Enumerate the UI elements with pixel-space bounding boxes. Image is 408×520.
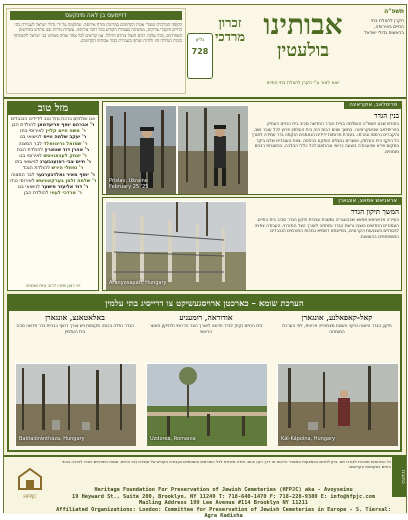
footer	[4, 455, 406, 520]
donor-name: ר' יעקב שלמה ווייס	[43, 135, 87, 141]
hungary-article	[102, 197, 402, 291]
issue-number: 728	[191, 47, 209, 56]
title-line-2: בולעטין	[276, 40, 330, 61]
donor-name: ר' אברהם יוסף פריעדמאן	[37, 123, 95, 128]
hungary-location-tag: אראניאש אפאצ, אונגארן	[333, 197, 402, 205]
mazel-tov-lead: אנו שולחים ברכת מזל טוב לידידינו הנכבדים	[10, 117, 96, 122]
assessment-item-title: באלאטאנצ, אונגארן	[45, 313, 105, 322]
donor-name: ר' משה חיים קליין	[45, 129, 86, 135]
assessment-photo-uzdorea	[146, 363, 266, 445]
donor-list	[8, 123, 98, 197]
donor-note: להולדת הבן	[24, 191, 49, 197]
assessment-photo-baktal-image	[16, 364, 136, 446]
masthead-tagline: יוצא לאור ע"י הקרן להצלת בתי החיים	[266, 81, 340, 86]
logo-text: HFPJC	[23, 495, 37, 500]
donor-entry	[8, 191, 98, 197]
assessment-item-text: הגדר נפלה בכמה מקומות ויש צורך דחוף בבניית גדר חדשה סביב בית העלמין	[16, 324, 134, 335]
assessment-item-title: אודוראה, רומעניע	[179, 313, 233, 322]
ukraine-photo-date: February 25 '25	[109, 184, 149, 190]
donor-name: ר' שמואל גרינוואלד	[43, 141, 88, 147]
donor-name: ר' יצחק לעבאוויטש	[43, 154, 87, 160]
ukraine-photo-2	[177, 105, 247, 193]
masthead-subtitle: זכרון מרדכי	[214, 16, 246, 45]
intro-text: הקופה המרכזית שומרי אבות הקדושים במדינות מזרח אירופה, שהוקמה על ידי גדולי ישראל לשמירת בתי החיים והקברי צדיקים, ממשיכה בעבודת הקודש בכל רחבי אירופה. עשרות גדרות נבנו מחדש בחודשים האחרונים, ובתי עלמין רבים הוצלו מהרס וחילול. אנו קוראים לכל אחד ואחת מאחינו בני ישראל להשתתף בזכות הגדולה הזו ולהיות שותף בשמירת כבוד אבותינו הקדושים.	[13, 22, 182, 44]
assessment-heading: הערכת שומא – כארכטן ארויסגעשיקט צו דרייסיג בתי עלמין	[9, 296, 400, 311]
hungary-article-text: בעיירה אראניאש אפאצ שבהונגריה נמשכת עבודת תיקון הגדר סביב בית החיים. העמודים החדשים הוצבו ורשת הגדר נמתחה לאורך הצד המזרחי. העבודה צפויה להסתיים בשבועות הקרובים, בסייעתא דשמיא ובזכות התורמים הנכבדים המשתתפים בהוצאות.	[254, 218, 399, 240]
assessment-photo-uzdorea-image	[147, 364, 267, 446]
donor-note: להולדת הבן	[11, 123, 36, 128]
assessment-item-uzdorea	[144, 313, 268, 449]
hfpjc-logo-icon	[15, 467, 45, 491]
ukraine-photo-place: Prislav, Ukraine	[109, 178, 148, 184]
intro-box	[6, 8, 186, 94]
donor-note: לאירוסי נכדו	[9, 178, 35, 184]
donor-name: ר' שלמה זלמן בערקאוויטש	[36, 178, 97, 184]
donor-name: ר' אהרן דוד שווארץ	[44, 147, 90, 153]
footer-line-3: Mailing Address 199 Lee Avenue #114 Brooklyn NY 11211	[138, 500, 309, 507]
masthead	[4, 5, 406, 99]
donor-note: להולדת הנכד	[22, 166, 50, 172]
donor-name: ר' מרדכי לעווי	[50, 191, 82, 197]
hfpjc-logo	[8, 467, 52, 505]
donor-name: ר' יוסף מאיר גאלדבערגער	[36, 172, 95, 178]
footer-line-2: 19 Heyward St., Suite 200, Brooklyn, NY 11249 T: 718-640-1470 F: 718-228-9380 E: info@hfpjc.com	[72, 493, 375, 500]
assessment-caption-uzdorea: Uzdorea, Romania	[150, 436, 196, 442]
mazel-tov-footer: יהי רצון שיזכו לרוב נחת ושמחה	[25, 283, 81, 288]
donor-note: לנישואי בנו	[19, 135, 42, 141]
donor-name: ר' נפתלי הירש	[51, 166, 84, 172]
assessment-item-baktal	[13, 313, 137, 449]
footer-english	[56, 487, 391, 520]
donor-note: לאירוסי בתו	[20, 129, 45, 135]
assessment-item-text: תיקון הגדר הישנה וניקוי השטח מצמחייה פראית, לפי הערכת המומחה	[282, 324, 392, 335]
assessment-section	[7, 294, 402, 452]
ukraine-article-text: בחודש שבט תשפ"ה הושלמה בניית הגדר החדשה סביב בית החיים העתיק בפריסלאב שבאוקראינה. במשך שנים רבות היה בית העלמין פרוץ לכל עובר ושב, והקברים נרמסו ונהרסו. בעזרת תרומות ידידינו הנאמנים הוקמה גדר עמידה לאורך כל היקף בית העלמין, ושערים ננעלים הותקנו בכניסה. צוות העובדים שלנו ביקר במקום ווידא שהעבודה בוצעה כראוי ובהתאם לכל כללי ההלכה, בהשגחת רבנים מומחים.	[251, 122, 399, 155]
footer-band: כתובת	[392, 457, 406, 497]
donor-note: לנישואי בנו	[17, 185, 40, 191]
ukraine-article-title: בנין הגדר	[374, 111, 399, 120]
issue-label: גליון	[195, 37, 205, 43]
donor-name: ר' חיים צבי ראזענבערג	[39, 160, 92, 166]
donor-note: לבר המצוה	[18, 141, 42, 147]
donor-note: להולדת הבת	[16, 147, 44, 153]
ukraine-location-tag: פריסלאב, אוקראינה	[344, 101, 402, 109]
hungary-photo	[105, 201, 245, 289]
issue-badge	[187, 33, 213, 79]
title-line-1: אבותינו	[263, 8, 343, 41]
masthead-title	[248, 9, 358, 61]
footer-hebrew-text: כל התרומות מוכרות לצורכי מס. ניתן לתרום באמצעות המשרד הראשי או דרך הקו החם. תודה מיוחדת לכל התורמים והשותפים בעבודת הקודש של שמירת בתי החיים. שמות התורמים יוזכרו לברכה בבתי החיים במקומות הקדושים.	[62, 459, 391, 469]
donor-name: ר' דוד אליעזר פישער	[41, 185, 89, 191]
assessment-photo-kal	[277, 363, 397, 445]
ukraine-article	[102, 101, 402, 195]
mazel-tov-column	[7, 101, 99, 291]
ukraine-photo-caption	[109, 178, 148, 190]
hungary-photo-image	[106, 202, 246, 290]
org-info	[360, 9, 404, 89]
bulletin-page	[3, 4, 407, 520]
mazel-tov-heading: מזל טוב	[8, 102, 98, 115]
org-text: הקרן להצלת בתי החיים באירופה, בראשות גדולי ישראל	[364, 19, 404, 36]
intro-header: דזיימעס בן לאה מינקעס	[10, 11, 182, 20]
ukraine-photo-2-image	[178, 106, 248, 194]
ukraine-photo-1	[105, 105, 175, 193]
assessment-caption-kal: Kál-Kápolna, Hungary	[281, 436, 336, 442]
hungary-article-title: המשך תיקון הגדר	[350, 207, 399, 216]
org-year: תשפ"ה	[384, 8, 404, 15]
assessment-item-title: קאל-קאפאלנע, אונגארן	[301, 313, 373, 322]
assessment-item-kal	[275, 313, 399, 449]
assessment-caption-baktal: Baktalórántháza, Hungary	[19, 436, 85, 442]
footer-line-4: Affiliated Organizations: London: Committee for Preservation of Jewish Cemeteries in Europe - S. Tiersal: Agra Kadisha	[56, 506, 391, 520]
donor-note: לנישואי בתו	[14, 160, 39, 166]
footer-line-1: Heritage Foundation For Preservation of Jewish Cemeteries (HFPJC) aka - Avoyseinu	[94, 487, 353, 493]
assessment-photo-baktal	[15, 363, 135, 445]
donor-note: לבר המצוה	[11, 172, 35, 178]
donor-note: לאירוסי בנו	[19, 154, 42, 160]
hungary-photo-caption: Aranyosapáti, Hungary	[109, 280, 167, 286]
assessment-photo-kal-image	[278, 364, 398, 446]
assessment-item-text: בית החיים זקוק לגדר חדשה לאורך הצד הדרומי ולתיקון השער הראשי	[149, 324, 263, 335]
